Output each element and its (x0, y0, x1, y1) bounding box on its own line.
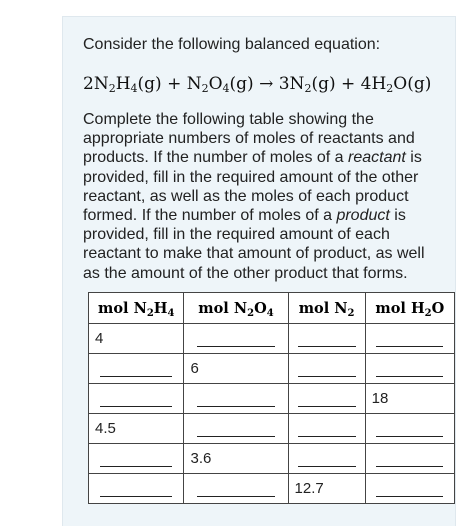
answer-blank-input[interactable] (376, 480, 443, 497)
answer-cell-n2 (288, 444, 365, 474)
answer-blank-input[interactable] (298, 360, 356, 377)
answer-blank-input[interactable] (100, 360, 172, 377)
instructions-text: Complete the following table showing the appropriate numbers of moles of reactants and products. If the number of moles of a reactant is provided, fill in the required amount of the other reactant, as well as the moles of each product formed. If the number of moles of a product is provided, fill in the required amount of each reactant to make that amount of product, as well as the amount of the other product that forms. (83, 111, 425, 282)
answer-blank-input[interactable] (100, 480, 172, 497)
table-header-row (89, 293, 455, 324)
table-row (89, 474, 455, 504)
given-value-n2 (288, 474, 365, 504)
answer-cell-n2o4 (184, 384, 288, 414)
answer-cell-n2h4 (89, 384, 184, 414)
answer-blank-input[interactable] (100, 450, 172, 467)
question-panel (62, 16, 456, 526)
answer-cell-h2o (365, 324, 454, 354)
given-value-text: 3.6 (190, 450, 212, 467)
answer-blank-input[interactable] (298, 450, 356, 467)
given-value-text: 6 (190, 360, 199, 377)
answer-cell-n2 (288, 354, 365, 384)
header-mol-n2o4: mol $N_2O_4$ (184, 293, 288, 324)
answer-blank-input[interactable] (100, 390, 172, 407)
given-value-text: 4 (95, 330, 104, 347)
given-value-text: 18 (371, 390, 389, 407)
given-value-h2o (365, 384, 454, 414)
answer-blank-input[interactable] (197, 390, 275, 407)
given-value-n2h4 (89, 414, 184, 444)
header-mol-n2h4: mol $N_2H_4$ (89, 293, 184, 324)
answer-blank-input[interactable] (197, 480, 275, 497)
answer-cell-n2 (288, 324, 365, 354)
given-value-text: 12.7 (294, 480, 324, 497)
balanced-equation: $2N_2H_4(g) + N_2O_4(g) \to 3N_2(g) + 4H_2O(g)$ (83, 74, 432, 95)
answer-cell-n2o4 (184, 324, 288, 354)
answer-blank-input[interactable] (376, 420, 443, 437)
given-value-text: 4.5 (95, 420, 116, 437)
answer-cell-n2h4 (89, 354, 184, 384)
intro-text: Consider the following balanced equation: (83, 36, 381, 53)
answer-cell-n2o4 (184, 414, 288, 444)
given-value-n2o4 (184, 354, 288, 384)
table-row (89, 414, 455, 444)
answer-blank-input[interactable] (298, 420, 356, 437)
header-mol-n2: mol $N_2$ (288, 293, 365, 324)
table-row (89, 354, 455, 384)
answer-cell-n2h4 (89, 474, 184, 504)
header-mol-h2o: mol $H_2O$ (365, 293, 454, 324)
given-value-n2o4 (184, 444, 288, 474)
answer-blank-input[interactable] (298, 390, 356, 407)
table-row (89, 324, 455, 354)
answer-blank-input[interactable] (376, 450, 443, 467)
answer-cell-n2o4 (184, 474, 288, 504)
answer-cell-h2o (365, 414, 454, 444)
answer-cell-h2o (365, 444, 454, 474)
answer-cell-h2o (365, 474, 454, 504)
table-row (89, 444, 455, 474)
answer-blank-input[interactable] (376, 330, 443, 347)
given-value-n2h4 (89, 324, 184, 354)
answer-blank-input[interactable] (376, 360, 443, 377)
answer-cell-h2o (365, 354, 454, 384)
answer-cell-n2h4 (89, 444, 184, 474)
answer-blank-input[interactable] (197, 330, 275, 347)
moles-table (88, 292, 455, 504)
answer-blank-input[interactable] (298, 330, 356, 347)
answer-cell-n2 (288, 414, 365, 444)
table-row (89, 384, 455, 414)
answer-blank-input[interactable] (197, 420, 275, 437)
answer-cell-n2 (288, 384, 365, 414)
